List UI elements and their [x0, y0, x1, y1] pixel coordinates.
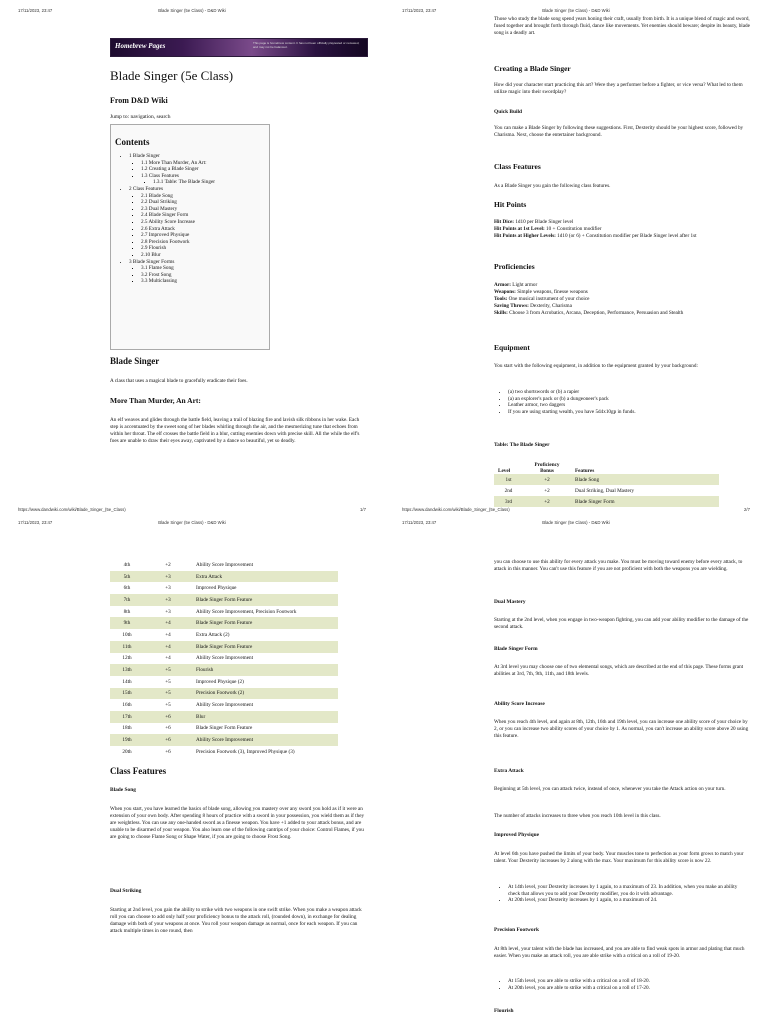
paragraph: you can choose to use this ability for every attack you make. You must be moving toward enemy before every attack, to attack in this manner. You can't use this feature if you are not proficient with both the weapons you are wielding.: [494, 559, 743, 572]
toc-item[interactable]: ▪ 3.2 Frost Song: [141, 272, 263, 279]
section-heading: Equipment: [494, 343, 530, 352]
table-row: [110, 571, 338, 583]
class-table: [494, 462, 719, 507]
table-row: [110, 617, 338, 629]
section-heading: Proficiencies: [494, 262, 535, 271]
level-cell: 9th: [110, 617, 144, 629]
toc-item[interactable]: ▪ 1.3.1 Table: The Blade Singer: [153, 179, 263, 186]
paragraph: The number of attacks increases to three when you reach 10th level in this class.: [494, 813, 661, 819]
table-row: 2nd +2 Dual Striking, Dual Mastery: [504, 487, 635, 494]
proficiency-cell: +5: [144, 664, 192, 676]
table-row: [110, 746, 338, 758]
features-cell: Ability Score Improvement: [196, 702, 254, 709]
toc-item[interactable]: ▪ 1.3 Class Features ▪ 1.3.1 Table: The Blade Singer: [141, 173, 263, 186]
paragraph: Starting at the 2nd level, when you engage in two-weapon fighting, you can add your ability modifier to the damage of the second attack.: [494, 617, 749, 630]
column-header: Level: [498, 468, 511, 474]
print-title: Blade Singer (5e Class) - D&D Wiki: [158, 520, 226, 525]
pdf-page-3: [0, 512, 384, 1024]
level-cell: 15th: [110, 688, 144, 700]
homebrew-banner[interactable]: [110, 38, 368, 57]
list-item: • If you are using starting wealth, you have 5d4x10gp in funds.: [508, 409, 750, 416]
subsection-heading: Improved Physique: [494, 832, 539, 838]
label: Hit Dice:: [494, 219, 515, 225]
table-of-contents: [110, 124, 270, 350]
equipment-list: [494, 389, 750, 415]
print-title: Blade Singer (5e Class) - D&D Wiki: [158, 8, 226, 13]
print-datetime: 17/11/2023, 23:47: [18, 520, 53, 525]
proficiency-cell: +6: [144, 734, 192, 746]
paragraph: Starting at 2nd level, you gain the ability to strike with two weapons in one swift strike. When you make a weapon attack roll you can choose to add only half your proficiency bonus to the attack roll, (rounded down), in exchange for dealing damage with both of your weapons at once. You roll your weapon damage as normal, once for each weapon. If you can attack multiple times in one round, then: [110, 907, 362, 934]
level-cell: 8th: [123, 608, 131, 615]
proficiency-cell: +4: [165, 655, 171, 662]
table-row: [110, 594, 338, 606]
print-title: Blade Singer (5e Class) - D&D Wiki: [542, 8, 610, 13]
features-cell: Ability Score Improvement: [196, 655, 254, 662]
toc-item[interactable]: ▪ 1.2 Creating a Blade Singer: [141, 166, 263, 173]
print-title: Blade Singer (5e Class) - D&D Wiki: [542, 520, 610, 525]
toc-item[interactable]: ▪ 3.3 Multiclassing: [141, 278, 263, 285]
subsection-heading: Extra Attack: [494, 768, 524, 774]
features-cell: Precision Footwork (2): [192, 688, 338, 700]
level-cell: 20th: [122, 748, 132, 755]
toc-item[interactable]: ▪ 2.2 Dual Striking: [141, 199, 263, 206]
level-cell: 7th: [110, 594, 144, 606]
level-cell: 4th: [123, 561, 131, 568]
proficiency-cell: +5: [165, 678, 171, 685]
toc-item[interactable]: ▪ 2.5 Ability Score Increase: [141, 219, 263, 226]
subsection-heading: Ability Score Increase: [494, 701, 545, 707]
list-item: • Leather armor, two daggers: [508, 402, 750, 409]
list-item: • At 15th level, you are able to strike with a critical on a roll of 18-20.: [508, 978, 750, 985]
site-subtitle: From D&D Wiki: [110, 96, 168, 105]
paragraph: At level 6th you have pushed the limits of your body. Your muscles tone to perfection as your form grows to match your talent. Your Dexterity increases by 2 along with the max. Your maximum for this ability score is now 22.: [494, 851, 744, 864]
table-row: 1st +2 Blade Song: [494, 474, 719, 485]
features-cell: Blur: [192, 711, 338, 723]
pdf-page-2: [384, 0, 768, 512]
level-cell: 13th: [110, 664, 144, 676]
proficiency-cell: +6: [165, 725, 171, 732]
level-cell: 19th: [110, 734, 144, 746]
subsection-heading: Precision Footwork: [494, 927, 539, 933]
subsection-heading: Flourish: [494, 1008, 514, 1014]
proficiency-cell: +3: [144, 571, 192, 583]
proficiency-cell: +3: [165, 608, 171, 615]
table-row: [110, 688, 338, 700]
subsection-heading: Dual Striking: [110, 888, 142, 894]
level-cell: 11th: [110, 641, 144, 653]
banner-note: This page is homebrew content. It has not been officially playtested or reviewed, and may not be balanced.: [253, 41, 360, 49]
pdf-page-4: [384, 512, 768, 1024]
level-cell: 14th: [122, 678, 132, 685]
proficiency-cell: +4: [144, 641, 192, 653]
class-table-continued: [110, 559, 338, 758]
features-cell: Blade Singer Form Feature: [192, 617, 338, 629]
proficiency-cell: +5: [144, 688, 192, 700]
banner-title: Homebrew Pages: [115, 42, 166, 50]
section-heading: Creating a Blade Singer: [494, 64, 571, 73]
features-cell: Extra Attack: [192, 571, 338, 583]
proficiency-cell: +6: [144, 711, 192, 723]
subsection-heading: Quick Build: [494, 109, 523, 115]
toc-item[interactable]: ▪ 2.8 Precision Footwork: [141, 239, 263, 246]
paragraph: When you reach 4th level, and again at 8th, 12th, 16th and 19th level, you can increase one ability score of your choice by 2, or you can increase two ability scores of your choice by 1. As normal, you can't increase an ability score above 20 using this feature.: [494, 719, 749, 739]
proficiency-cell: +3: [144, 594, 192, 606]
list-item: • (a) an explorer's pack or (b) a dungeoneer's pack: [508, 396, 750, 403]
bullet-list: [494, 884, 750, 904]
level-cell: 10th: [122, 631, 132, 638]
table-row: [110, 653, 338, 665]
level-cell: 18th: [122, 725, 132, 732]
level-cell: 12th: [122, 655, 132, 662]
paragraph: An elf weaves and glides through the battle field, leaving a trail of blazing fire and lavish silk ribbons in her wake. Each step is accentuated by the sweet song of her blades whirling through the air, and the mesmerizing tune that echoes from within her throat. The elf crosses the battle field in a blur, cutting enemies down with precise skill. All the while the elf's foes are unable to draw their eyes away, captivated by a dance so beautiful, yet so deadly.: [110, 417, 360, 444]
list-item: • At 14th level, your Dexterity increases by 1 again, to a maximum of 23. In addition, when you make an ability check that allows you to add your Dexterity modifier, you do it with advantage.: [508, 884, 750, 897]
section-heading: Class Features: [494, 162, 541, 171]
toc-title: Contents: [115, 137, 150, 147]
list-item: • At 20th level, you are able to strike with a critical on a roll of 17-20.: [508, 985, 750, 992]
level-cell: 17th: [110, 711, 144, 723]
jump-links[interactable]: Jump to: navigation, search: [110, 114, 171, 120]
print-datetime: 17/11/2023, 23:47: [402, 8, 437, 13]
bullet-list: [494, 978, 750, 991]
paragraph: How did your character start practicing this art? Were they a performer before a fighter, or vice versa? What led to them utilize magic into their swordplay?: [494, 82, 743, 95]
section-heading: Class Features: [110, 766, 167, 776]
page-number: 2/7: [744, 507, 750, 512]
level-cell: 5th: [110, 571, 144, 583]
paragraph: As a Blade Singer you gain the following class features.: [494, 183, 611, 189]
proficiency-cell: +2: [165, 561, 171, 568]
table-header-row: [494, 462, 719, 474]
toc-item[interactable]: ▪ 2.6 Extra Attack: [141, 226, 263, 233]
footer-url: https://www.dandwiki.com/wiki/Blade_Singer_(5e_Class): [18, 507, 126, 512]
column-header: Proficiency Bonus: [534, 462, 560, 474]
features-cell: Ability Score Improvement, Precision Footwork: [196, 608, 297, 615]
proficiency-cell: +4: [165, 631, 171, 638]
print-datetime: 17/11/2023, 23:47: [18, 8, 53, 13]
page-title: Blade Singer (5e Class): [110, 68, 234, 83]
label: Weapons:: [494, 288, 516, 295]
toc-item[interactable]: • 1 Blade Singer ▪ 1.1 More Than Murder, An Art: ▪ 1.2 Creating a Blade Singer ▪ 1.3 Class Features ▪ 1.3.1 Table: The Blade Singer: [129, 153, 263, 186]
toc-item[interactable]: ▪ 2.9 Flourish: [141, 245, 263, 252]
print-datetime: 17/11/2023, 23:47: [402, 520, 437, 525]
proficiencies-block: Armor: Light armor Weapons: Simple weapons, finesse weapons Tools: One musical instrument of your choice Saving Throws: Dexterity, Charisma Skills: Choose 3 from Acrobatics, Arcana, Deception, Performance, Persuasion and Stealth: [494, 282, 684, 316]
list-item: • (a) two shortswords or (b) a rapier: [508, 389, 750, 396]
toc-item[interactable]: ▪ 2.10 Blur: [141, 252, 263, 259]
subsection-heading: Blade Singer Form: [494, 646, 538, 652]
label: Armor:: [494, 282, 511, 288]
page-number: 1/7: [360, 507, 366, 512]
proficiency-cell: +3: [165, 585, 171, 592]
label: Tools:: [494, 295, 508, 302]
features-cell: Improved Physique (2): [196, 678, 244, 685]
label: Skills:: [494, 309, 508, 316]
features-cell: Ability Score Improvement: [192, 734, 338, 746]
section-heading: Blade Singer: [110, 356, 160, 366]
footer-url: https://www.dandwiki.com/wiki/Blade_Singer_(5e_Class): [402, 507, 510, 512]
list-item: • At 20th level, your Dexterity increases by 1 again, to a maximum of 24.: [508, 897, 750, 904]
table-row: [110, 664, 338, 676]
table-row: [110, 676, 338, 688]
table-row: [110, 582, 338, 594]
toc-item[interactable]: ▪ 3.1 Flame Song: [141, 265, 263, 272]
features-cell: Blade Singer Form Feature: [196, 725, 253, 732]
proficiency-cell: +6: [165, 748, 171, 755]
features-cell: Ability Score Improvement: [196, 561, 254, 568]
table-row: [110, 711, 338, 723]
column-header: Features: [575, 468, 595, 474]
proficiency-cell: +4: [144, 617, 192, 629]
table-row: [110, 699, 338, 711]
paragraph: A class that uses a magical blade to gracefully eradicate their foes.: [110, 378, 248, 384]
table-row: [110, 641, 338, 653]
paragraph: Beginning at 5th level, you can attack twice, instead of once, whenever you take the Attack action on your turn.: [494, 786, 726, 792]
features-cell: Improved Physique: [196, 585, 237, 592]
features-cell: Extra Attack (2): [196, 631, 230, 638]
table-row: [110, 606, 338, 618]
subsection-heading: Dual Mastery: [494, 599, 526, 605]
proficiency-cell: +5: [165, 702, 171, 709]
pdf-page-1: [0, 0, 384, 512]
table-row: 3rd +2 Blade Singer Form: [494, 496, 719, 507]
section-heading: More Than Murder, An Art:: [110, 396, 201, 405]
subsection-heading: Blade Song: [110, 787, 136, 793]
toc-item[interactable]: • 3 Blade Singer Forms ▪ 3.1 Flame Song ▪ 3.2 Frost Song ▪ 3.3 Multiclassing: [129, 259, 263, 285]
table-caption: Table: The Blade Singer: [494, 442, 550, 448]
paragraph: You start with the following equipment, in addition to the equipment granted by your background:: [494, 363, 698, 369]
toc-item[interactable]: ▪ 1.1 More Than Murder, An Art:: [141, 160, 263, 167]
table-row: [110, 723, 338, 735]
level-cell: 16th: [122, 702, 132, 709]
toc-item[interactable]: ▪ 2.1 Blade Song: [141, 193, 263, 200]
paragraph: You can make a Blade Singer by following these suggestions. First, Dexterity should be your highest score, followed by Charisma. Next, choose the entertainer background.: [494, 125, 744, 138]
paragraph: When you start, you have learned the basics of blade song, allowing you mastery over any sword you hold as if it were an extension of your own body. After spending 8 hours of practice with a sword in your possession, you wield them as if they are weightless. You can use any one-handed sword as a finesse weapon. You have +1 added to your attack bonus, and are unable to be disarmed of your weapon. You also learn one of the following cantrips of your choice: Control Flames, if you are going to choose Flame Song or Shape Water, if you are going to choose Frost Song.: [110, 806, 365, 840]
toc-item[interactable]: • 2 Class Features ▪ 2.1 Blade Song ▪ 2.2 Dual Striking ▪ 2.3 Dual Mastery ▪ 2.4 Blade Singer Form ▪ 2.5 Ability Score Increase ▪ 2.6 Extra Attack ▪ 2.7 Improved Physique ▪ 2.8 Precision Footwork ▪ 2.9 Flourish ▪ 2.10 Blur: [129, 186, 263, 259]
label: Hit Points at 1st Level:: [494, 225, 545, 232]
section-heading: Hit Points: [494, 200, 527, 209]
paragraph: At 8th level, your talent with the blade has increased, and you are able to find weak spots in armor and plating that much easier. When you make an attack roll, you are able strike with a critical on a roll of 19-20.: [494, 946, 745, 959]
paragraph: At 3rd level you may choose one of two elemental songs, which are described at the end of this page. These forms grant abilities at 3rd, 7th, 9th, 11th, and 18th levels.: [494, 664, 744, 677]
table-row: [110, 629, 338, 641]
features-cell: Precision Footwork (3), Improved Physique (3): [196, 748, 295, 755]
level-cell: 6th: [123, 585, 131, 592]
label: Hit Points at Higher Levels:: [494, 232, 556, 239]
features-cell: Blade Singer Form Feature: [192, 594, 338, 606]
features-cell: Blade Singer Form Feature: [192, 641, 338, 653]
toc-item[interactable]: ▪ 2.7 Improved Physique: [141, 232, 263, 239]
toc-item[interactable]: ▪ 2.4 Blade Singer Form: [141, 212, 263, 219]
table-row: [110, 559, 338, 571]
label: Saving Throws:: [494, 302, 529, 309]
hit-points-block: Hit Dice: 1d10 per Blade Singer level Hit Points at 1st Level: 10 + Constitution modifier Hit Points at Higher Levels: 1d10 (or 6) + Constitution modifier per Blade Singer level after 1st: [494, 219, 697, 239]
features-cell: Flourish: [192, 664, 338, 676]
table-row: [110, 734, 338, 746]
paragraph: Those who study the blade song spend years honing their craft, usually from birth. It is a unique blend of magic and sword, fused together and brought forth through fluid, dance like movements. Yet enemies should beware; despite its beauty, blade song is a deadly art.: [494, 16, 750, 36]
toc-item[interactable]: ▪ 2.3 Dual Mastery: [141, 206, 263, 213]
